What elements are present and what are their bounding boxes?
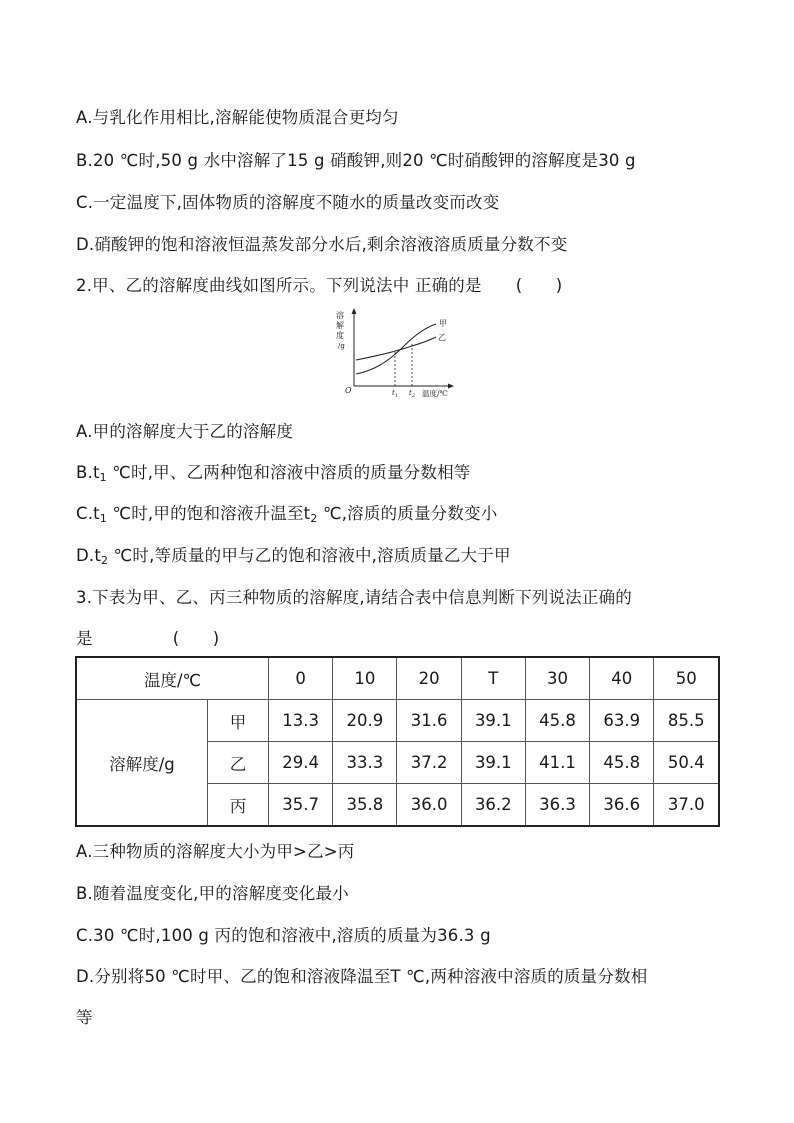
- t1-label: $t_1$: [392, 389, 399, 399]
- value-cell: 45.8: [525, 700, 589, 742]
- q2-option-a: A.甲的溶解度大于乙的溶解度: [76, 422, 294, 441]
- curve-yi: [356, 337, 436, 360]
- series-yi-label: 乙: [438, 333, 446, 342]
- value-cell: 63.9: [590, 700, 654, 742]
- value-cell: 20.9: [333, 700, 397, 742]
- value-cell: 45.8: [590, 742, 654, 784]
- q3-option-c: C.30 ℃时,100 g 丙的饱和溶液中,溶质的质量为36.3 g: [76, 926, 491, 945]
- y-label-char-1: 溶: [336, 311, 344, 320]
- value-cell: 35.8: [333, 784, 397, 827]
- value-cell: 41.1: [525, 742, 589, 784]
- temp-cell: 30: [525, 657, 589, 700]
- q2-stem-text: 2.甲、乙的溶解度曲线如图所示。下列说法中 正确的是: [76, 276, 482, 295]
- value-cell: 36.6: [590, 784, 654, 827]
- q3-option-d-line1: D.分别将50 ℃时甲、乙的饱和溶液降温至T ℃,两种溶液中溶质的质量分数相: [76, 967, 648, 986]
- temp-cell: 20: [397, 657, 461, 700]
- row-group-label: 溶解度/g: [76, 700, 208, 827]
- q3-stem-line2: 是 ( ): [76, 625, 219, 649]
- value-cell: 36.0: [397, 784, 461, 827]
- value-cell: 29.4: [269, 742, 333, 784]
- temp-cell: 0: [269, 657, 333, 700]
- t2-label: $t_2$: [409, 389, 416, 399]
- q1-option-d: D.硝酸钾的饱和溶液恒温蒸发部分水后,剩余溶液溶质质量分数不变: [76, 235, 568, 254]
- header-label-cell: 温度/℃: [76, 657, 269, 700]
- value-cell: 37.0: [654, 784, 719, 827]
- substance-name: 乙: [208, 742, 269, 784]
- q1-option-a: A.与乳化作用相比,溶解能使物质混合更均匀: [76, 108, 399, 127]
- q3-option-b: B.随着温度变化,甲的溶解度变化最小: [76, 884, 349, 903]
- value-cell: 36.2: [461, 784, 525, 827]
- value-cell: 85.5: [654, 700, 719, 742]
- solubility-curve-figure: [332, 304, 462, 404]
- q3-answer-paren: ( ): [172, 629, 220, 648]
- series-jia-label: 甲: [439, 319, 447, 328]
- table-row: [76, 700, 719, 742]
- y-label-char-2: 解: [336, 321, 344, 330]
- q2-stem: [76, 272, 562, 296]
- y-label-char-3: 度: [336, 331, 344, 340]
- value-cell: 37.2: [397, 742, 461, 784]
- q2-option-c: $C.t_1$ ℃时,甲的饱和溶液升温至$t_2$ ℃,溶质的质量分数变小: [76, 504, 498, 525]
- origin-label: O: [345, 386, 352, 395]
- y-label-char-4: /g: [338, 342, 345, 350]
- q1-option-c: C.一定温度下,固体物质的溶解度不随水的质量改变而改变: [76, 193, 500, 212]
- value-cell: 36.3: [525, 784, 589, 827]
- value-cell: 39.1: [461, 700, 525, 742]
- temp-cell: 10: [333, 657, 397, 700]
- temp-cell: 40: [590, 657, 654, 700]
- value-cell: 39.1: [461, 742, 525, 784]
- q2-answer-paren: ( ): [515, 276, 563, 295]
- q2-option-d: $D.t_2$ ℃时,等质量的甲与乙的饱和溶液中,溶质质量乙大于甲: [76, 546, 511, 567]
- q2-option-b: $B.t_1$ ℃时,甲、乙两种饱和溶液中溶质的质量分数相等: [76, 463, 471, 484]
- q1-option-b: B.20 ℃时,50 g 水中溶解了15 g 硝酸钾,则20 ℃时硝酸钾的溶解度是30 g: [76, 151, 636, 170]
- y-axis-arrow: [352, 308, 357, 314]
- value-cell: 50.4: [654, 742, 719, 784]
- q3-option-a: A.三种物质的溶解度大小为甲>乙>丙: [76, 842, 355, 861]
- solubility-table: [75, 656, 720, 827]
- value-cell: 13.3: [269, 700, 333, 742]
- value-cell: 31.6: [397, 700, 461, 742]
- q3-stem-line1: 3.下表为甲、乙、丙三种物质的溶解度,请结合表中信息判断下列说法正确的: [76, 588, 632, 607]
- temp-cell: 50: [654, 657, 719, 700]
- curve-jia: [356, 324, 436, 374]
- table-header-row: [76, 657, 719, 700]
- value-cell: 35.7: [269, 784, 333, 827]
- substance-name: 甲: [208, 700, 269, 742]
- temp-cell: T: [461, 657, 525, 700]
- q3-option-d-line2: 等: [76, 1008, 93, 1027]
- x-axis-label: 温度/℃: [422, 389, 448, 398]
- value-cell: 33.3: [333, 742, 397, 784]
- x-axis-arrow: [448, 384, 454, 389]
- substance-name: 丙: [208, 784, 269, 827]
